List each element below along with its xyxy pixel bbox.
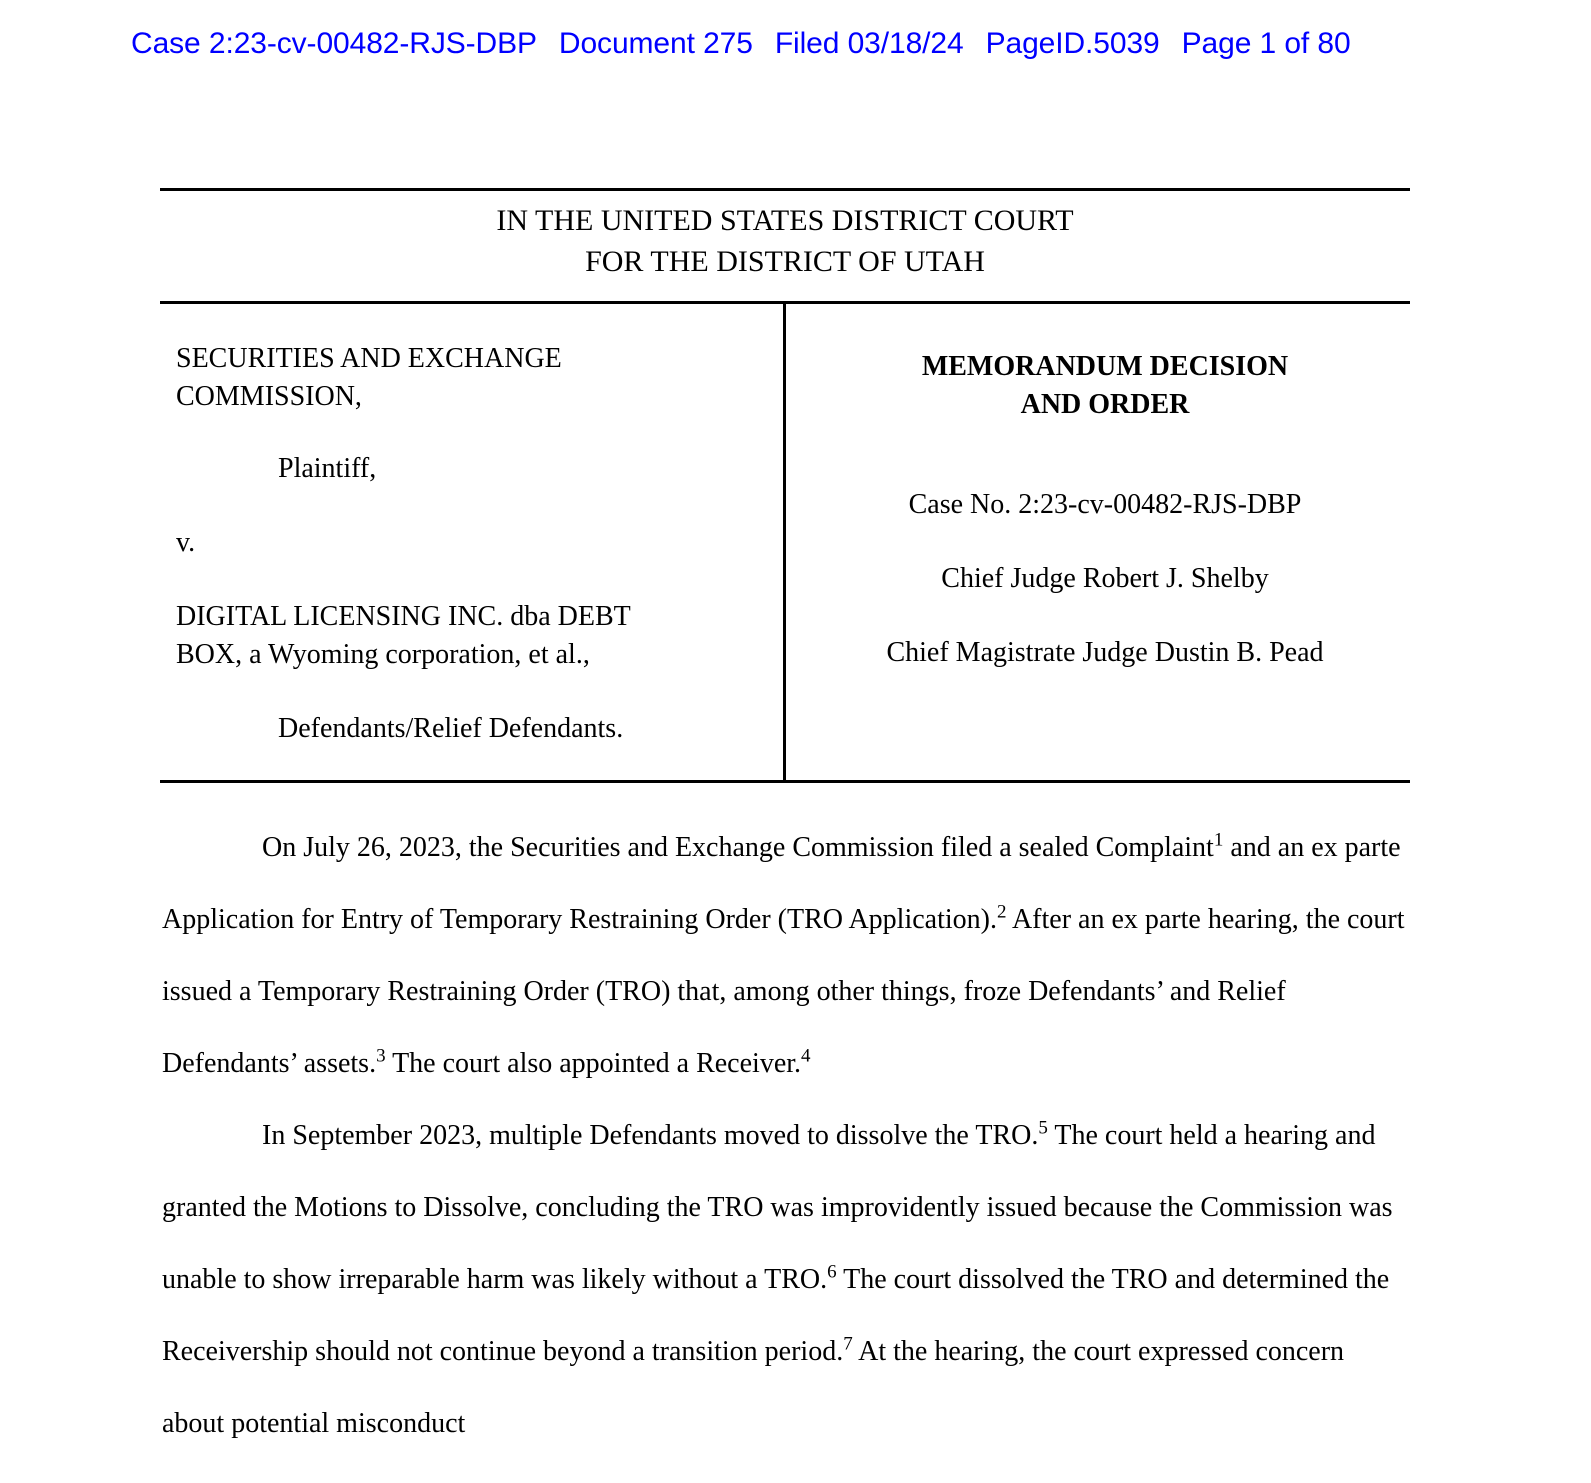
footnote-marker-2: 2 xyxy=(996,901,1007,923)
footnote-marker-5: 5 xyxy=(1038,1117,1048,1139)
defendant-name xyxy=(176,598,766,674)
body-paragraph-1 xyxy=(162,812,1410,1100)
document-title xyxy=(800,348,1410,424)
caption-rule-top xyxy=(160,188,1410,191)
paragraph-1-part-1: On July 26, 2023, the Securities and Exchange Commission filed a sealed Complaint xyxy=(262,832,1214,863)
footnote-marker-6: 6 xyxy=(827,1261,837,1283)
footnote-marker-4: 4 xyxy=(801,1045,811,1067)
plaintiff-name-line-2: COMMISSION, xyxy=(176,381,362,412)
paragraph-2-part-3: The court dissolved the TRO and determined the Receivership should not continue beyond a transition period. xyxy=(162,1264,1390,1367)
body-paragraph-2 xyxy=(162,1100,1410,1460)
versus-label: v. xyxy=(176,527,196,558)
magistrate-judge-label: Chief Magistrate Judge Dustin B. Pead xyxy=(886,637,1324,668)
paragraph-1-part-2: and an ex parte Application for Entry of Temporary Restraining Order (TRO Application). xyxy=(162,832,1401,935)
footnote-marker-1: 1 xyxy=(1213,829,1224,851)
footnote-marker-3: 3 xyxy=(376,1045,386,1067)
document-title-line-2: AND ORDER xyxy=(1020,389,1190,420)
document-title-line-1: MEMORANDUM DECISION xyxy=(921,351,1289,382)
court-title-line-1: IN THE UNITED STATES DISTRICT COURT xyxy=(496,204,1074,237)
ecf-case-number: Case 2:23-cv-00482-RJS-DBP xyxy=(131,27,537,60)
document-body xyxy=(162,812,1410,1460)
paragraph-1-part-3: After an ex parte hearing, the court issued a Temporary Restraining Order (TRO) that, among other things, froze Defendants’ and Relief Defendants’ assets. xyxy=(162,904,1405,1079)
ecf-document-number: Document 275 xyxy=(558,27,753,60)
plaintiff-role-label: Plaintiff, xyxy=(278,453,377,484)
defendant-name-line-2: BOX, a Wyoming corporation, et al., xyxy=(176,639,590,670)
plaintiff-name xyxy=(176,340,766,416)
case-number-label: Case No. 2:23-cv-00482-RJS-DBP xyxy=(908,489,1302,520)
defendant-role-label: Defendants/Relief Defendants. xyxy=(278,713,624,744)
ecf-page-id: PageID.5039 xyxy=(985,27,1160,60)
presiding-judge-label: Chief Judge Robert J. Shelby xyxy=(941,563,1269,594)
plaintiff-name-line-1: SECURITIES AND EXCHANGE xyxy=(176,343,562,374)
ecf-filing-stamp xyxy=(131,24,1451,64)
paragraph-1-part-4: The court also appointed a Receiver. xyxy=(385,1048,802,1079)
paragraph-2-part-2: The court held a hearing and granted the Motions to Dissolve, concluding the TRO was improvidently issued because the Commission was unable to show irreparable harm was likely without a TRO. xyxy=(162,1120,1393,1295)
caption-parties-column xyxy=(176,340,766,748)
court-title-line-2: FOR THE DISTRICT OF UTAH xyxy=(585,245,985,278)
ecf-page-number: Page 1 of 80 xyxy=(1181,27,1351,60)
paragraph-2-part-4: At the hearing, the court expressed concern about potential misconduct xyxy=(162,1336,1345,1439)
caption-vertical-divider xyxy=(783,304,786,781)
caption-document-column xyxy=(800,348,1410,672)
footnote-marker-7: 7 xyxy=(843,1333,853,1355)
court-title xyxy=(160,200,1410,282)
defendant-name-line-1: DIGITAL LICENSING INC. dba DEBT xyxy=(176,601,631,632)
paragraph-2-part-1: In September 2023, multiple Defendants moved to dissolve the TRO. xyxy=(262,1120,1039,1151)
ecf-filed-date: Filed 03/18/24 xyxy=(774,27,964,60)
